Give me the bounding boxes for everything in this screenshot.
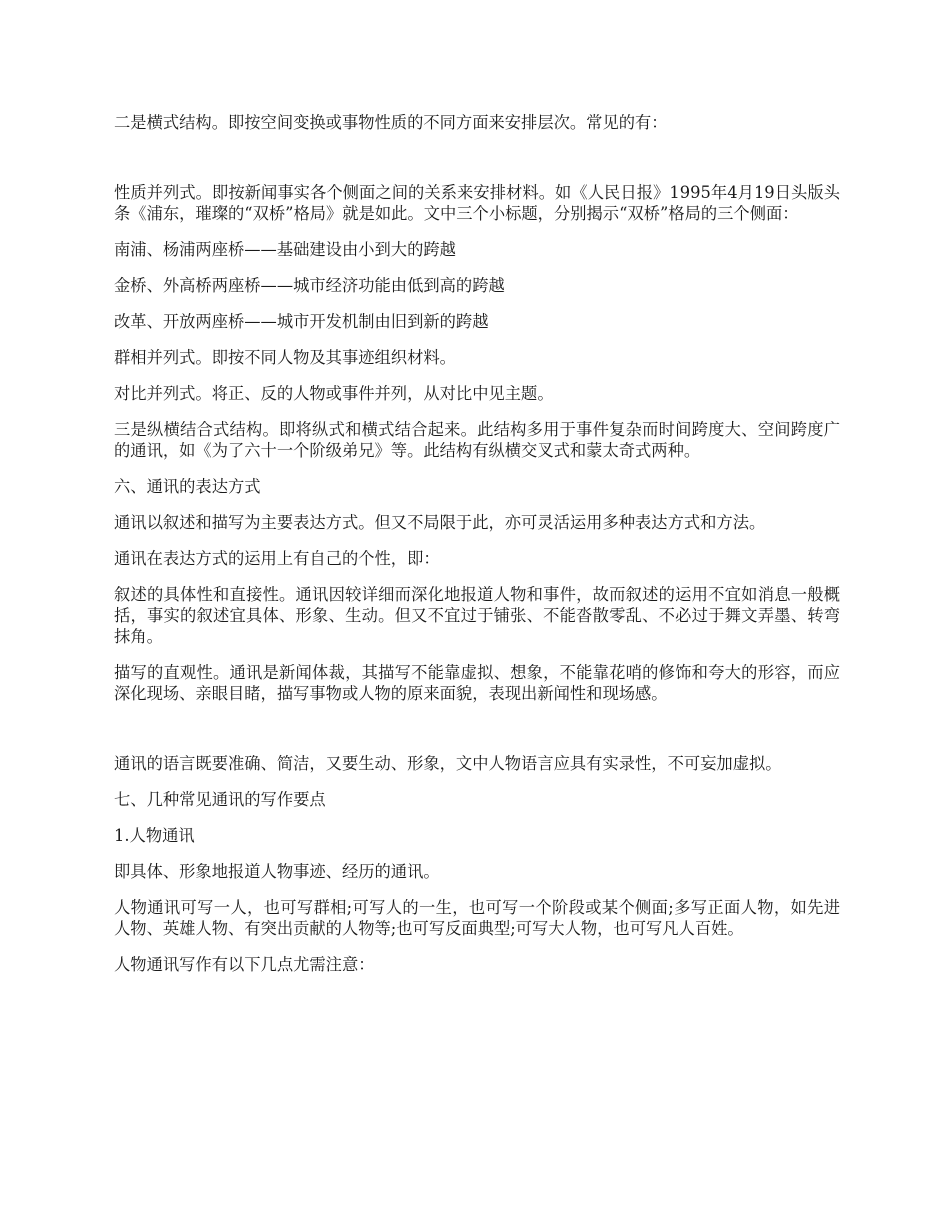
paragraph-group-parallel: 群相并列式。即按不同人物及其事迹组织材料。 — [114, 348, 456, 367]
paragraph-person-notes: 人物通讯写作有以下几点尤需注意： — [114, 955, 375, 974]
paragraph-contrast-parallel: 对比并列式。将正、反的人物或事件并列，从对比中见主题。 — [114, 384, 554, 403]
paragraph-combined-structure: 三是纵横结合式结构。即将纵式和横式结合起来。此结构多用于事件复杂而时间跨度大、空间跨度广的通讯，如《为了六十一个阶级弟兄》等。此结构有纵横交叉式和蒙太奇式两种。 — [114, 420, 840, 460]
paragraph-expression-main: 通讯以叙述和描写为主要表达方式。但又不局限于此，亦可灵活运用多种表达方式和方法。 — [114, 513, 766, 532]
paragraph-jinqiao-waigaoqiao: 金桥、外高桥两座桥——城市经济功能由低到高的跨越 — [114, 276, 505, 295]
paragraph-narration: 叙述的具体性和直接性。通讯因较详细而深化地报道人物和事件，故而叙述的运用不宜如消息一般概括，事实的叙述宜具体、形象、生动。但又不宜过于铺张、不能沓散零乱、不必过于舞文弄墨、转弯抹角。 — [114, 585, 840, 646]
paragraph-expression-character: 通讯在表达方式的运用上有自己的个性，即： — [114, 549, 440, 568]
paragraph-person-definition: 即具体、形象地报道人物事迹、经历的通讯。 — [114, 862, 440, 881]
paragraph-person-scope: 人物通讯可写一人，也可写群相;可写人的一生，也可写一个阶段或某个侧面;多写正面人物，如先进人物、英雄人物、有突出贡献的人物等;也可写反面典型;可写大人物，也可写凡人百姓。 — [114, 898, 840, 938]
paragraph-description: 描写的直观性。通讯是新闻体裁，其描写不能靠虚拟、想象，不能靠花哨的修饰和夸大的形容，而应深化现场、亲眼目睹，描写事物或人物的原来面貌，表现出新闻性和现场感。 — [114, 663, 840, 703]
paragraph-reform-opening: 改革、开放两座桥——城市开发机制由旧到新的跨越 — [114, 312, 489, 331]
subheading-person-report: 1.人物通讯 — [114, 826, 195, 845]
paragraph-horizontal-structure: 二是横式结构。即按空间变换或事物性质的不同方面来安排层次。常见的有： — [114, 113, 668, 132]
section-heading-writing-points: 七、几种常见通讯的写作要点 — [114, 790, 326, 809]
paragraph-language: 通讯的语言既要准确、简洁，又要生动、形象，文中人物语言应具有实录性，不可妄加虚拟。 — [114, 754, 782, 773]
paragraph-nanpu-yangpu: 南浦、杨浦两座桥——基础建设由小到大的跨越 — [114, 240, 456, 259]
section-heading-expression: 六、通讯的表达方式 — [114, 477, 261, 496]
paragraph-parallel-nature: 性质并列式。即按新闻事实各个侧面之间的关系来安排材料。如《人民日报》1995年4月19日头版头条《浦东，璀璨的“双桥”格局》就是如此。文中三个小标题，分别揭示“双桥”格局的三个侧面： — [114, 183, 840, 223]
document-page — [114, 112, 840, 990]
